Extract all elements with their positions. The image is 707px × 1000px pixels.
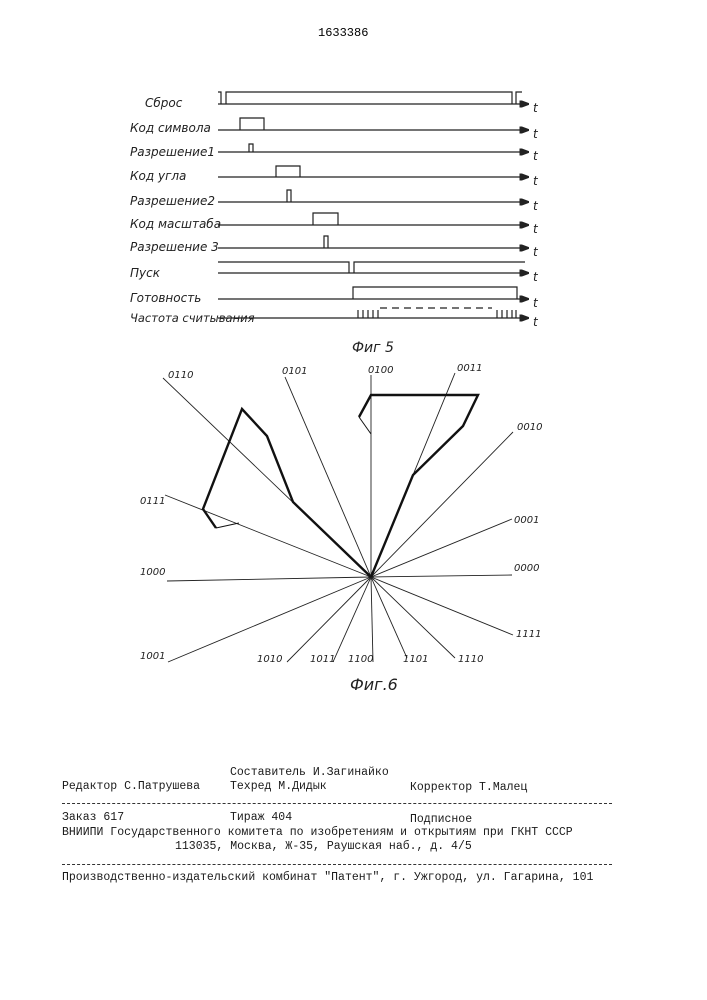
label-ready: Готовность xyxy=(130,291,201,305)
time-axis-label: t xyxy=(533,296,539,310)
signal-enable3 xyxy=(324,236,328,248)
label-symbol-code: Код символа xyxy=(130,121,211,135)
ray-0101 xyxy=(285,377,371,577)
organization: ВНИИПИ Государственного комитета по изобретениям и открытиям при ГКНТ СССР xyxy=(62,826,573,839)
label-start: Пуск xyxy=(130,266,161,280)
patent-number: 1633386 xyxy=(318,26,368,40)
ray-1111 xyxy=(371,577,513,635)
ray-label: 0110 xyxy=(168,370,193,381)
label-angle-code: Код угла xyxy=(130,169,186,183)
corrector: Корректор Т.Малец xyxy=(410,781,527,794)
signal-enable2 xyxy=(287,190,291,202)
label-enable3: Разрешение 3 xyxy=(130,240,219,254)
ray-0111 xyxy=(165,495,371,577)
signal-ready xyxy=(353,287,517,299)
ray-label: 0011 xyxy=(457,363,482,374)
signal-start xyxy=(218,262,525,273)
label-enable1: Разрешение1 xyxy=(130,145,215,159)
label-read-freq: Частота считывания xyxy=(130,311,255,325)
time-axis-label: t xyxy=(533,245,539,259)
ray-label: 0101 xyxy=(282,366,307,377)
time-axis-label: t xyxy=(533,174,539,188)
signal-reset xyxy=(218,92,522,104)
time-axis-label: t xyxy=(533,315,539,329)
signal-symbol-code xyxy=(240,118,264,130)
time-axis-label: t xyxy=(533,101,539,115)
signal-read-freq xyxy=(358,310,516,318)
ray-label: 1101 xyxy=(403,654,428,665)
compiler: Составитель И.Загинайко xyxy=(230,766,389,779)
ray-1010 xyxy=(287,577,371,662)
ray-1000 xyxy=(167,577,371,581)
ray-label: 0111 xyxy=(140,496,165,507)
ray-label: 0001 xyxy=(514,515,539,526)
radial-diagram xyxy=(140,363,542,665)
ray-1001 xyxy=(168,577,371,662)
ray-label: 1011 xyxy=(310,654,335,665)
printer: Производственно-издательский комбинат "Патент", г. Ужгород, ул. Гагарина, 101 xyxy=(62,871,593,884)
editor: Редактор С.Патрушева xyxy=(62,780,200,793)
time-axis-label: t xyxy=(533,222,539,236)
address: 113035, Москва, Ж-35, Раушская наб., д. 4/5 xyxy=(175,840,472,853)
divider xyxy=(62,864,612,865)
time-axis-label: t xyxy=(533,270,539,284)
order: Заказ 617 xyxy=(62,811,124,824)
ray-1011 xyxy=(333,577,371,662)
time-axis-label: t xyxy=(533,199,539,213)
time-axis-label: t xyxy=(533,149,539,163)
ray-label: 1001 xyxy=(140,651,165,662)
subscription: Подписное xyxy=(410,813,472,826)
divider xyxy=(62,803,612,804)
ray-1110 xyxy=(371,577,455,658)
ray-0000 xyxy=(371,575,512,577)
time-axis-label: t xyxy=(533,127,539,141)
ray-0010 xyxy=(371,432,513,577)
label-scale-code: Код масштаба xyxy=(130,217,221,231)
fig6-caption: Фиг.6 xyxy=(350,675,398,694)
circulation: Тираж 404 xyxy=(230,811,292,824)
label-reset: Сброс xyxy=(145,96,183,110)
signal-enable1 xyxy=(249,144,253,152)
ray-label: 1100 xyxy=(348,654,373,665)
fig5-caption: Фиг 5 xyxy=(352,340,394,356)
timing-labels xyxy=(130,96,539,356)
techred: Техред М.Дидык xyxy=(230,780,327,793)
signal-scale-code xyxy=(313,213,338,225)
ray-label: 1111 xyxy=(516,629,541,640)
label-enable2: Разрешение2 xyxy=(130,194,215,208)
timing-diagram xyxy=(218,92,528,318)
polygon-left xyxy=(203,409,371,577)
ray-label: 1110 xyxy=(458,654,483,665)
ray-label: 0000 xyxy=(514,563,539,574)
ray-label: 1000 xyxy=(140,567,165,578)
ray-label: 0010 xyxy=(517,422,542,433)
signal-angle-code xyxy=(276,166,300,177)
ray-label: 0100 xyxy=(368,365,393,376)
ray-1100 xyxy=(371,577,373,662)
ray-label: 1010 xyxy=(257,654,282,665)
